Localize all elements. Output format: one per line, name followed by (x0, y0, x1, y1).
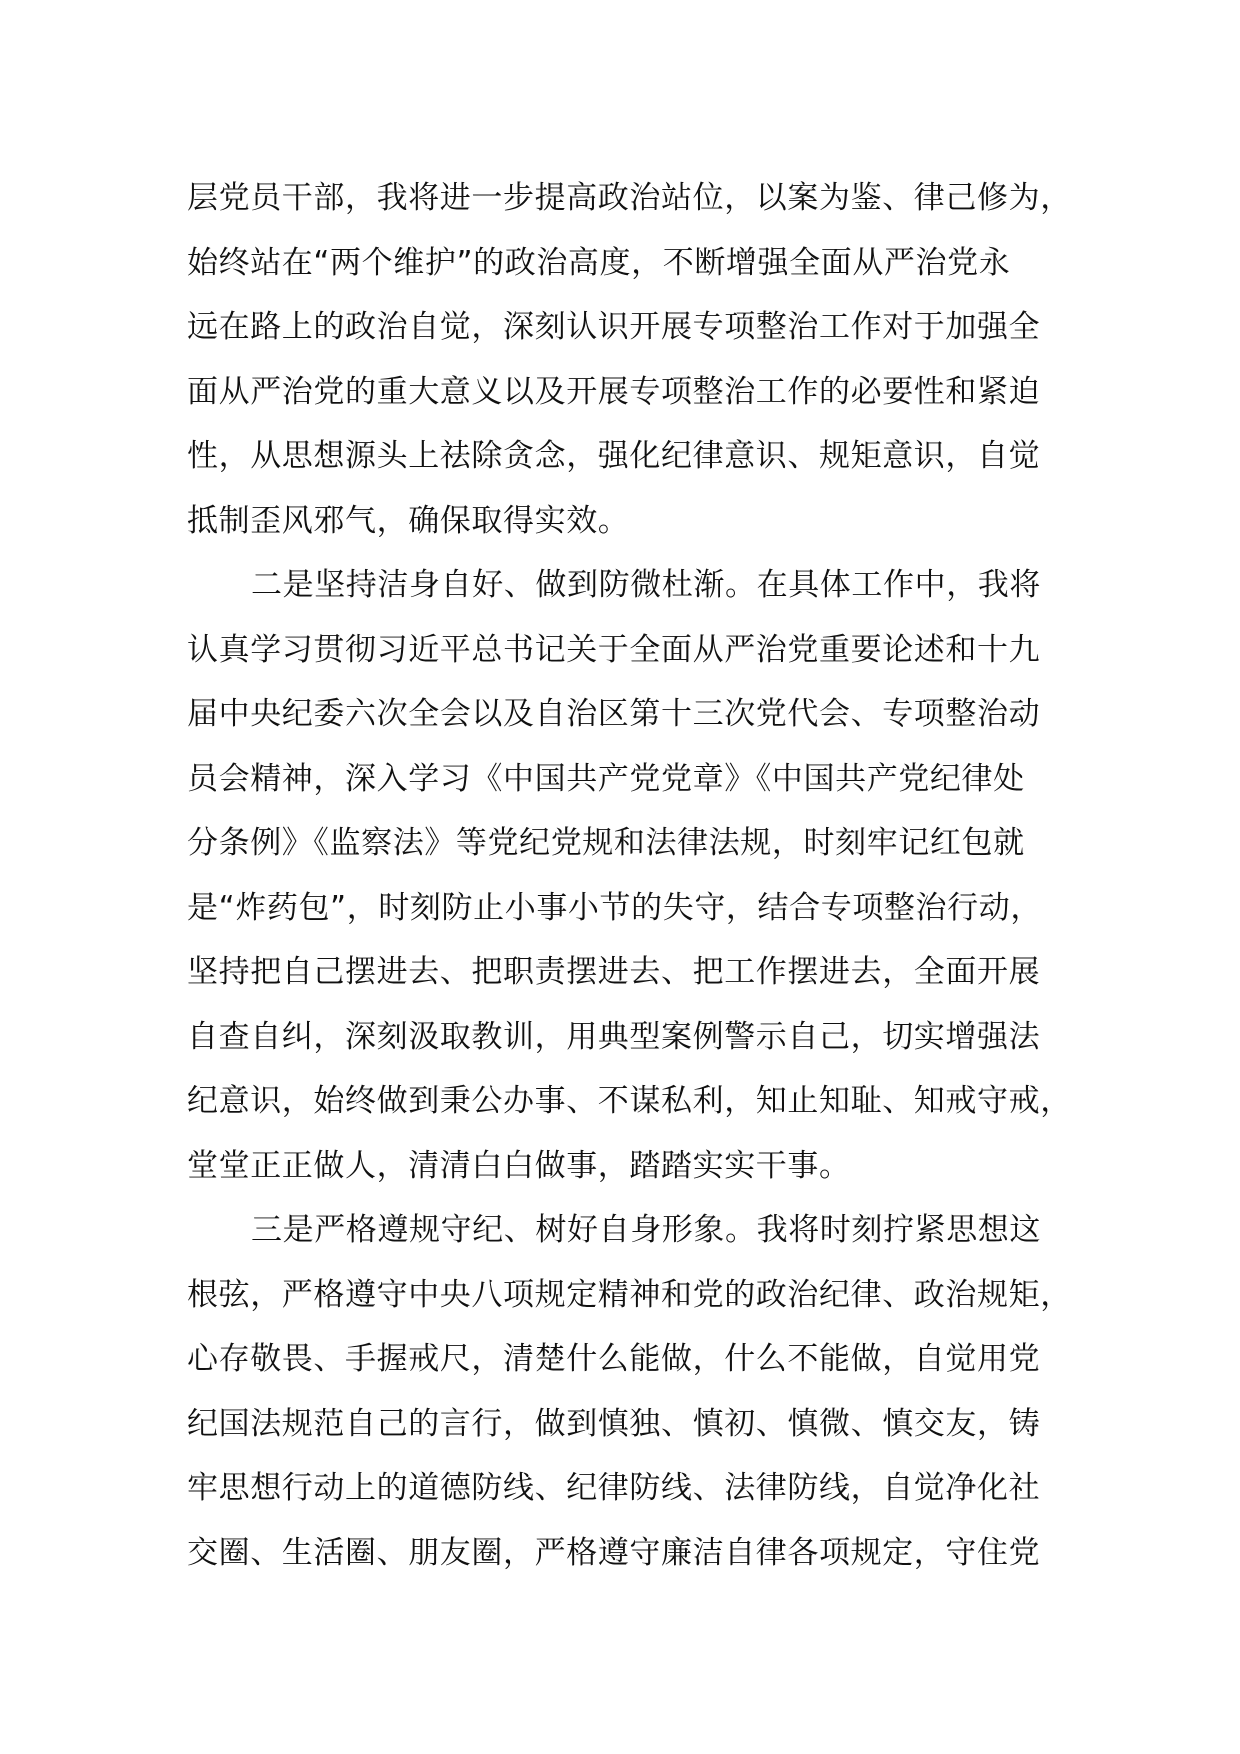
document-body (187, 166, 1087, 1585)
text-line: 根弦，严格遵守中央八项规定精神和党的政治纪律、政治规矩， (187, 1276, 1072, 1313)
text-line: 层党员干部，我将进一步提高政治站位，以案为鉴、律己修为， (187, 180, 1072, 216)
text-line: 交圈、生活圈、朋友圈，严格遵守廉洁自律各项规定，守住党 (187, 1534, 1041, 1571)
text-line: 是“炸药包”，时刻防止小事小节的失守，结合专项整治行动， (187, 889, 1042, 926)
text-line: 员会精神，深入学习《中国共产党党章》《中国共产党纪律处 (187, 760, 1025, 797)
text-line: 纪意识，始终做到秉公办事、不谋私利，知止知耻、知戒守戒， (187, 1083, 1072, 1119)
text-line: 堂堂正正做人，清清白白做事，踏踏实实干事。 (187, 1147, 851, 1184)
text-line: 面从严治党的重大意义以及开展专项整治工作的必要性和紧迫 (187, 373, 1041, 410)
text-line: 纪国法规范自己的言行，做到慎独、慎初、慎微、慎交友，铸 (187, 1405, 1041, 1442)
text-line: 始终站在“两个维护”的政治高度，不断增强全面从严治党永 (187, 244, 1011, 281)
text-line: 心存敬畏、手握戒尺，清楚什么能做，什么不能做，自觉用党 (187, 1341, 1041, 1377)
paragraph-first-line: 二是坚持洁身自好、做到防微杜渐。在具体工作中，我将 (251, 567, 1041, 603)
text-line: 自查自纠，深刻汲取教训，用典型案例警示自己，切实增强法 (187, 1018, 1041, 1055)
text-line: 坚持把自己摆进去、把职责摆进去、把工作摆进去，全面开展 (187, 954, 1041, 990)
text-line: 抵制歪风邪气，确保取得实效。 (187, 502, 630, 539)
text-line: 分条例》《监察法》等党纪党规和法律法规，时刻牢记红包就 (187, 825, 1025, 861)
text-line: 届中央纪委六次全会以及自治区第十三次党代会、专项整治动 (187, 696, 1041, 732)
paragraph-first-line: 三是严格遵规守纪、树好自身形象。我将时刻拧紧思想这 (251, 1212, 1041, 1248)
text-line: 性，从思想源头上祛除贪念，强化纪律意识、规矩意识，自觉 (187, 438, 1041, 474)
text-line: 认真学习贯彻习近平总书记关于全面从严治党重要论述和十九 (187, 631, 1041, 668)
text-line: 远在路上的政治自觉，深刻认识开展专项整治工作对于加强全 (187, 309, 1041, 345)
text-line: 牢思想行动上的道德防线、纪律防线、法律防线，自觉净化社 (187, 1470, 1041, 1506)
